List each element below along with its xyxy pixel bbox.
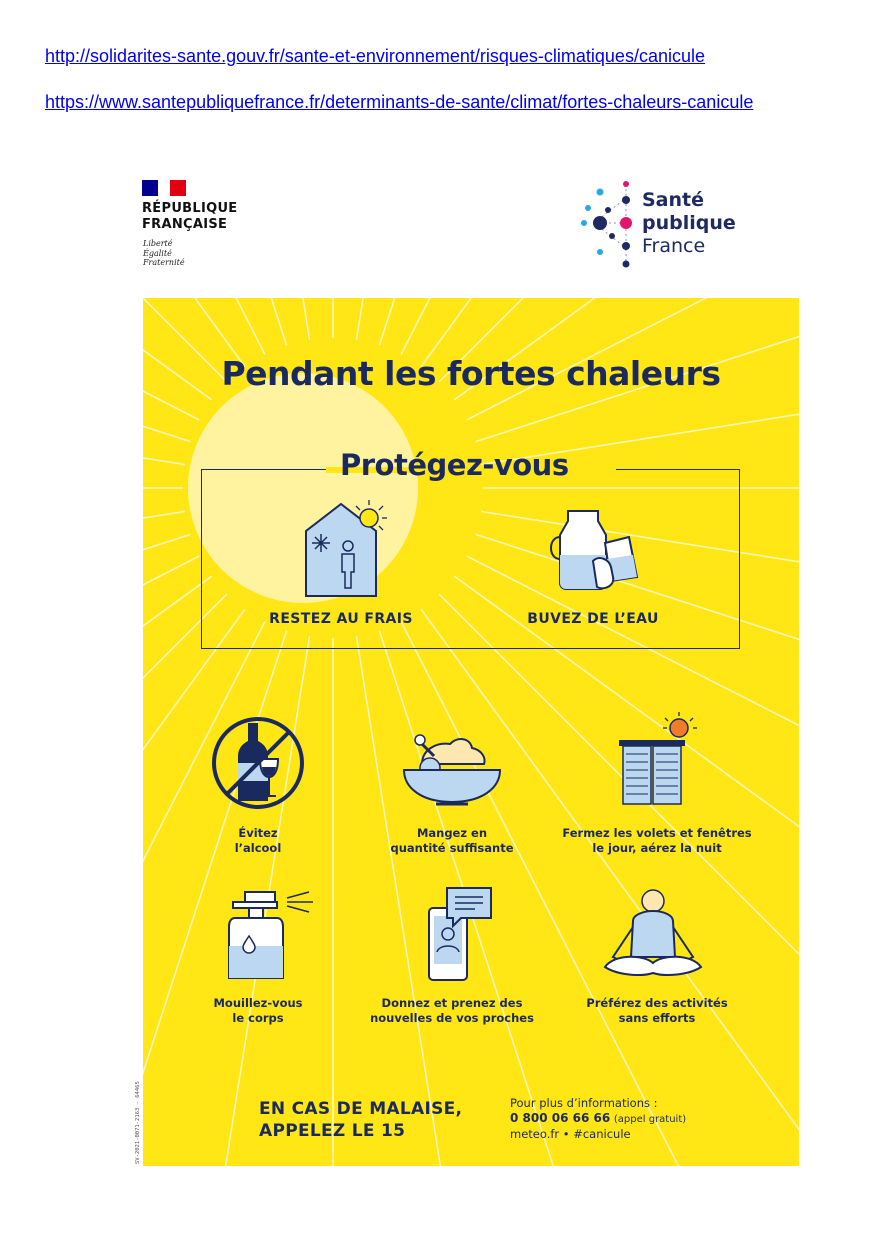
link-santepubliquefrance[interactable]: https://www.santepubliquefrance.fr/determinants-de-sante/climat/fortes-chaleurs-canicule — [45, 92, 754, 112]
sun-ray — [143, 594, 227, 1124]
spf-wordmark — [642, 189, 736, 258]
rf-line2: FRANÇAISE — [142, 217, 228, 232]
tip-caption-activites: Préférez des activités sans efforts — [586, 996, 728, 1025]
info-phone-note: (appel gratuit) — [613, 1114, 687, 1125]
rf-motto-2: Égalité — [143, 248, 172, 258]
water-jug-icon — [543, 503, 648, 593]
label-buvez-de-leau: BUVEZ DE L’EAU — [527, 611, 659, 627]
spf-line2: publique — [642, 212, 736, 234]
rf-motto-3: Fraternité — [143, 258, 185, 267]
no-alcohol-icon — [208, 713, 308, 813]
tip-caption-nouvelles: Donnez et prenez des nouvelles de vos proches — [370, 996, 534, 1025]
phone-message-icon — [425, 884, 495, 984]
label-restez-au-frais: RESTEZ AU FRAIS — [269, 611, 413, 627]
print-reference-code: SV-2021-0071-2163 - 64465 — [135, 1081, 141, 1164]
info-phone: 0 800 06 66 66 — [510, 1111, 611, 1125]
marianne-flag-icon — [142, 180, 186, 196]
poster-subtitle: Protégez-vous — [340, 448, 569, 482]
tip-caption-volets: Fermez les volets et fenêtres le jour, aérez la nuit — [562, 826, 752, 855]
spray-bottle-icon — [225, 888, 317, 984]
info-heading: Pour plus d’informations : — [510, 1096, 658, 1110]
rf-line1: RÉPUBLIQUE — [142, 201, 238, 216]
shutters-icon — [613, 710, 703, 810]
spf-dots-icon — [580, 178, 640, 273]
tip-caption-alcool: Évitez l’alcool — [234, 826, 282, 855]
republique-francaise-logo — [140, 180, 270, 272]
meditation-icon — [601, 883, 705, 981]
rf-motto — [143, 239, 185, 268]
sun-ray — [379, 298, 611, 345]
house-cool-icon — [301, 496, 391, 601]
call-15-cta: EN CAS DE MALAISE, APPELEZ LE 15 — [259, 1099, 463, 1141]
spf-line3: France — [642, 235, 706, 257]
tip-caption-mouillez: Mouillez-vous le corps — [213, 996, 303, 1025]
rf-name — [142, 201, 238, 233]
sun-ray — [439, 594, 799, 1124]
link-solidarites-sante[interactable]: http://solidarites-sante.gouv.fr/sante-et-environnement/risques-climatiques/canicule — [45, 46, 705, 66]
food-bowl-icon — [400, 728, 504, 808]
rf-motto-1: Liberté — [143, 239, 173, 248]
info-block — [510, 1096, 686, 1142]
sante-publique-france-logo — [580, 178, 750, 273]
sun-ray — [143, 534, 190, 766]
spf-line1: Santé — [642, 189, 705, 211]
poster-title: Pendant les fortes chaleurs — [221, 354, 721, 393]
info-web: meteo.fr • #canicule — [510, 1127, 631, 1141]
tip-caption-mangez: Mangez en quantité suffisante — [390, 826, 514, 855]
sun-ray — [143, 298, 287, 345]
sun-ray — [143, 298, 265, 354]
heatwave-poster — [143, 298, 799, 1166]
